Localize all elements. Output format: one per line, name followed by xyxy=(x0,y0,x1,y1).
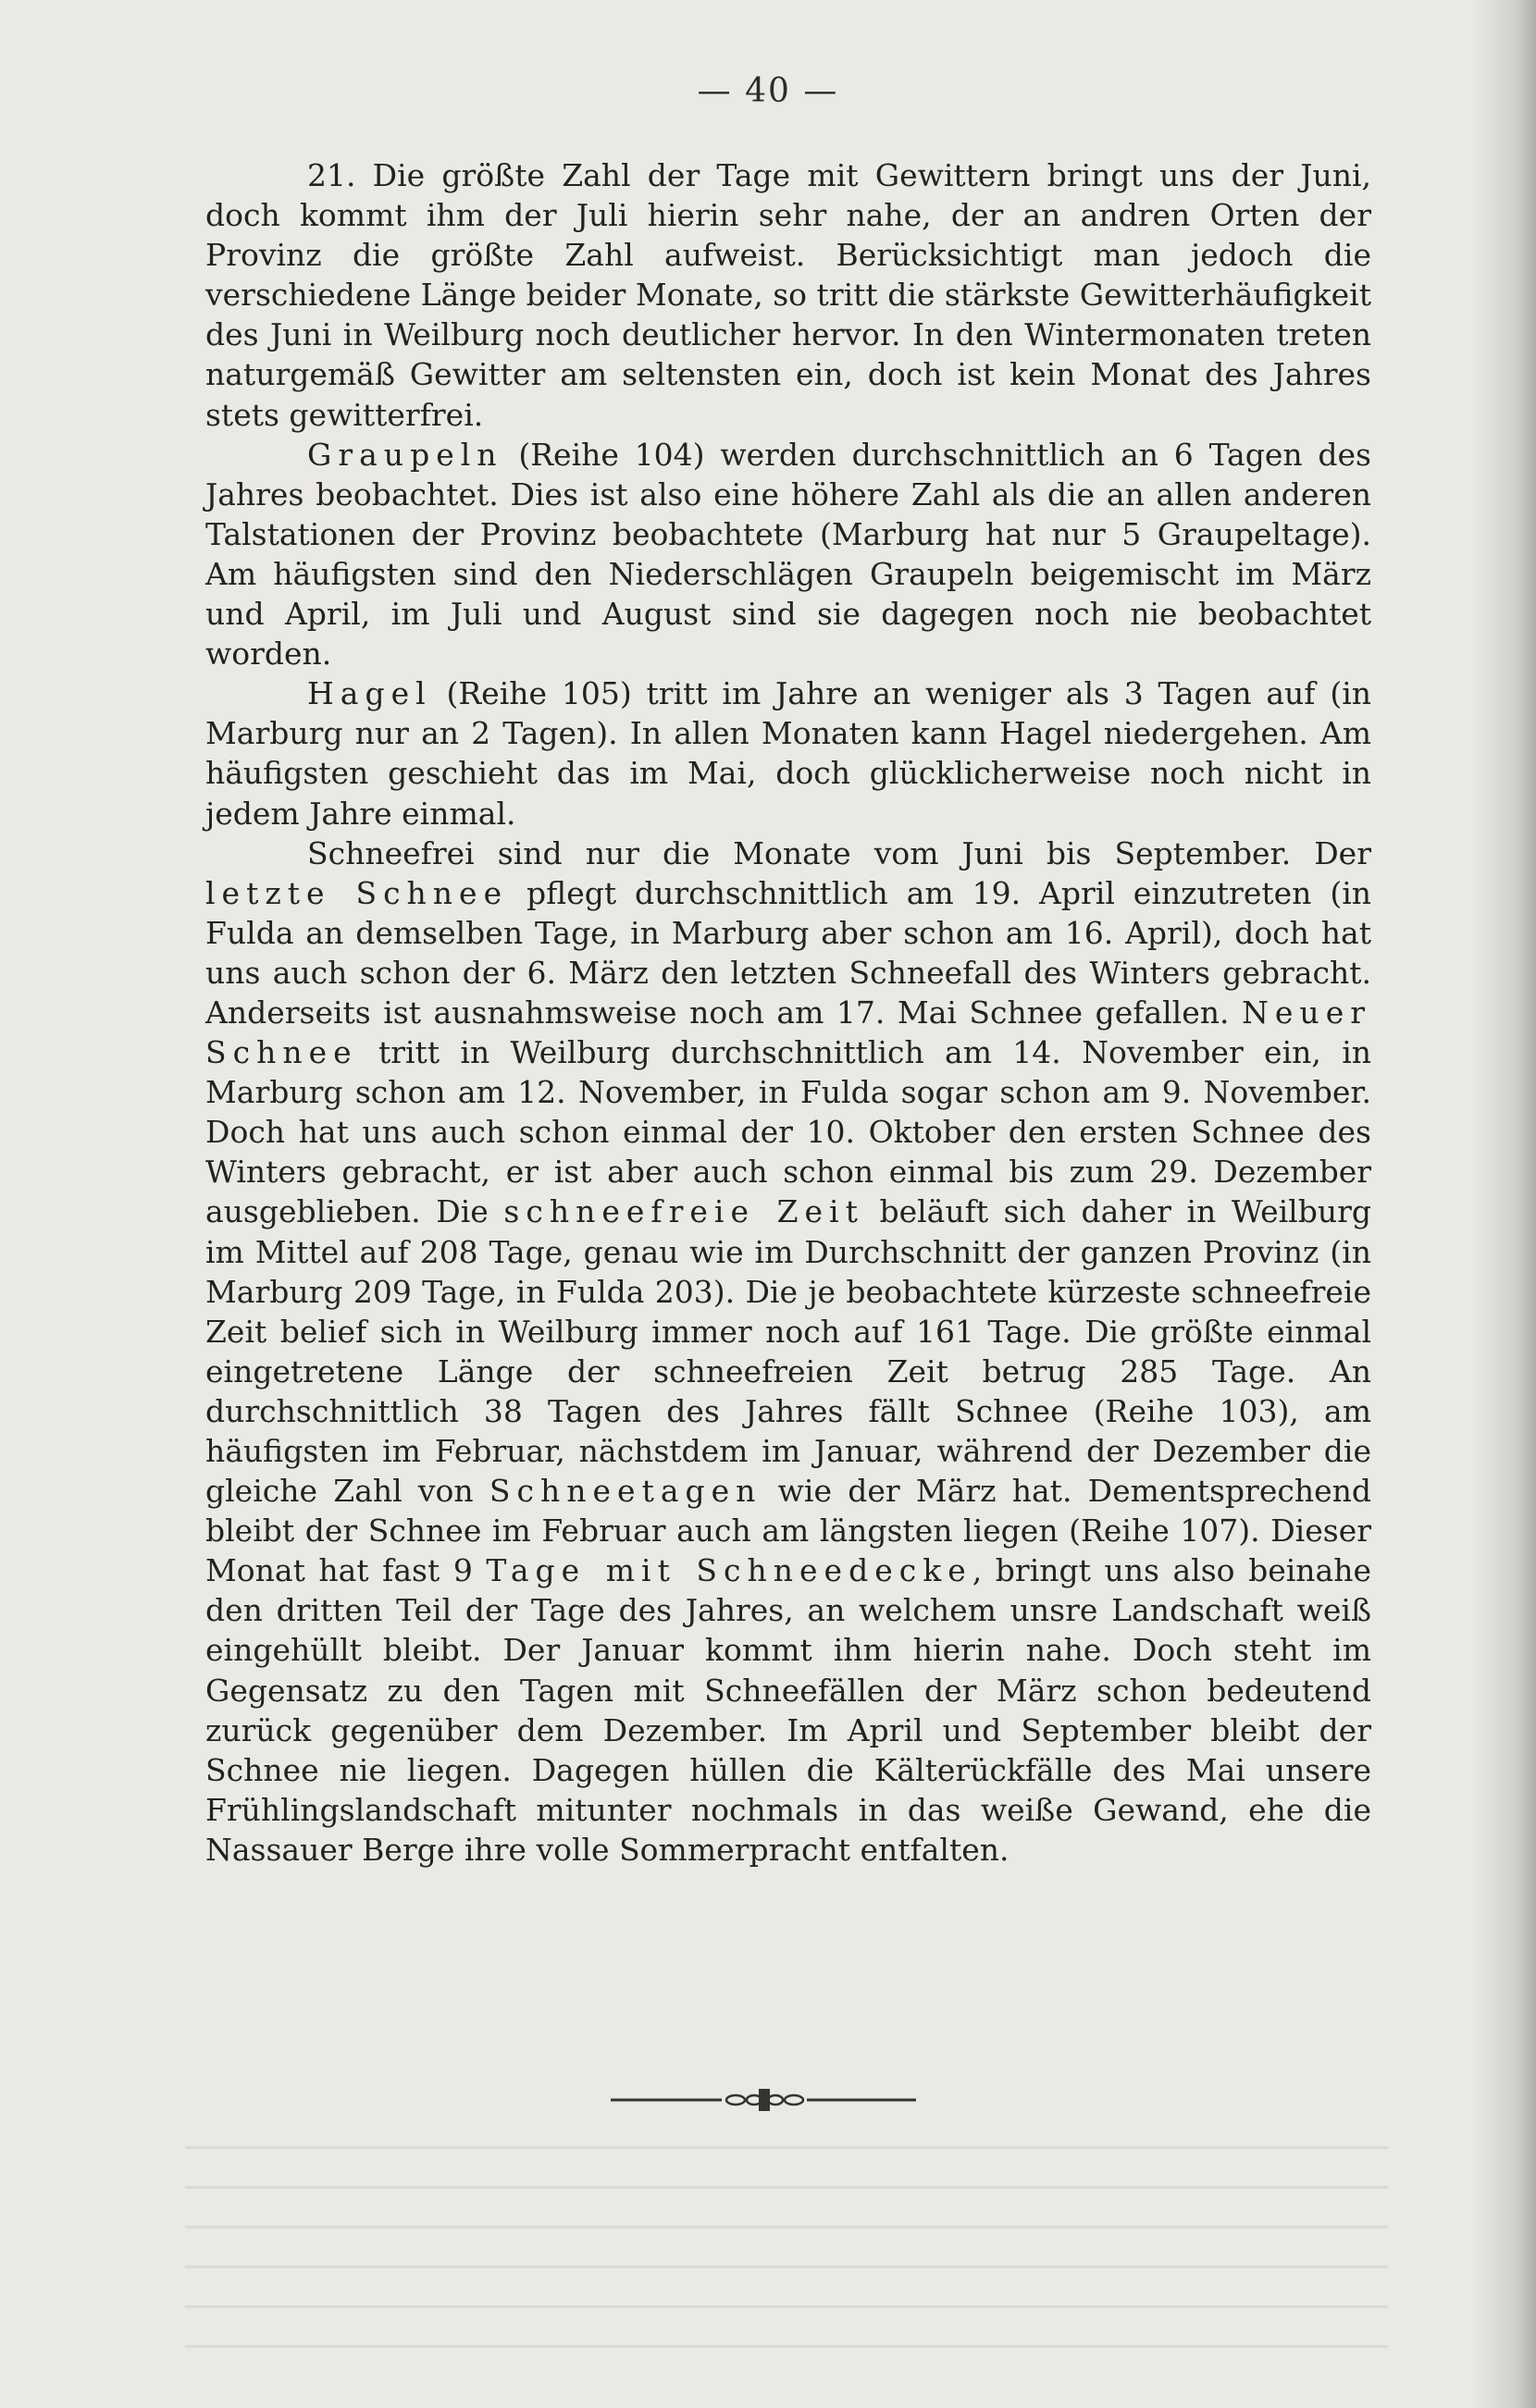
term-graupeln: Graupeln xyxy=(307,436,503,473)
snow-text-a: Schneefrei sind nur die Monate vom Juni bis September. Der xyxy=(307,834,1371,871)
snow-text-d: beläuft sich daher in Weilburg im Mittel auf 208 Tage, genau wie im Durchschnitt der ganzen Provinz (in Marburg 209 Tage, in Fulda 203). Die je beobachtete kürzeste schneefreie Zeit belief sich in Weilburg immer noch auf 161 Tage. Die größte einmal eingetretene Länge der schneefreien Zeit betrug 285 Tage. An durchschnittlich 38 Tagen des Jahres fällt Schnee (Reihe 103), am häufigsten im Februar, nächstdem im Januar, während der Dezember die gleiche Zahl von xyxy=(205,1193,1371,1510)
snow-text-f: , bringt uns also beinahe den dritten Teil der Tage des Jahres, an welchem unsre Landschaft weiß eingehüllt bleibt. Der Januar kommt ihm hierin nahe. Doch steht im Gegensatz zu den Tagen mit Schneefällen der März schon bedeutend zurück gegenüber dem Dezember. Im April und September bleibt der Schnee nie liegen. Dagegen hüllen die Kälterückfälle des Mai unsere Frühlingslandschaft mitunter nochmals in das weiße Gewand, ehe die Nassauer Berge ihre volle Sommerpracht entfalten. xyxy=(205,1552,1372,1868)
snow-text-e: wie der März hat. Dementsprechend bleibt der Schnee im Februar auch am längsten liegen (Reihe 107). Dieser Monat hat fast 9 xyxy=(205,1473,1372,1589)
paragraph-hail xyxy=(205,673,1371,833)
term-schneetagen: Schneetagen xyxy=(489,1473,762,1510)
paragraph-thunderstorms: 21. Die größte Zahl der Tage mit Gewittern bringt uns der Juni, doch kommt ihm der Juli hierin sehr nahe, der an andren Orten der Provinz die größte Zahl aufweist. Berücksichtigt man jedoch die verschiedene Länge beider Monate, so tritt die stärkste Gewitterhäufigkeit des Juni in Weilburg noch deutlicher hervor. In den Wintermonaten treten naturgemäß Gewitter am seltensten ein, doch ist kein Monat des Jahres stets gewitterfrei. xyxy=(205,157,1371,433)
term-letzte-schnee: letzte Schnee xyxy=(205,874,509,911)
page-number: — 40 — xyxy=(697,72,839,110)
snow-text-c: tritt in Weilburg durchschnittlich am 14. November ein, in Marburg schon am 12. November, in Fulda sogar schon am 9. November. Doch hat uns auch schon einmal der 10. Oktober den ersten Schnee des Winters gebracht, er ist aber auch schon einmal bis zum 29. Dezember ausgeblieben. Die xyxy=(205,1034,1371,1230)
paragraph-graupel xyxy=(205,435,1371,674)
term-schneefreie-zeit: schneefreie Zeit xyxy=(503,1193,864,1230)
term-schneedecke: Tage mit Schneedecke xyxy=(486,1552,972,1589)
term-neuer-schnee: Neuer Schnee xyxy=(205,994,1371,1071)
paragraph-graupel-text: (Reihe 104) werden durchschnittlich an 6 Tagen des Jahres beobachtet. Dies ist also eine höhere Zahl als die an allen anderen Talstationen der Provinz beobachtete (Marburg hat nur 5 Graupeltage). Am häufigsten sind den Niederschlägen Graupeln beigemischt im März und April, im Juli und August sind sie dagegen noch nie beobachtet worden. xyxy=(205,436,1371,673)
show-through-texture xyxy=(185,2146,1388,2368)
divider-ornament xyxy=(611,2081,916,2118)
paragraph-hail-text: (Reihe 105) tritt im Jahre an weniger als 3 Tagen auf (in Marburg nur an 2 Tagen). In allen Monaten kann Hagel niedergehen. Am häufigsten geschieht das im Mai, doch glücklicherweise noch nicht in jedem Jahre einmal. xyxy=(205,675,1371,832)
snow-text-b: pflegt durchschnittlich am 19. April einzutreten (in Fulda an demselben Tage, in Marburg aber schon am 16. April), doch hat uns auch schon der 6. März den letzten Schneefall des Winters gebracht. Anderseits ist ausnahmsweise noch am 17. Mai Schnee gefallen. xyxy=(205,874,1372,1031)
paragraph-snow xyxy=(205,834,1371,1870)
body-text xyxy=(205,155,1371,1870)
term-hagel: Hagel xyxy=(307,675,432,712)
page-edge-shadow xyxy=(1471,0,1536,2408)
